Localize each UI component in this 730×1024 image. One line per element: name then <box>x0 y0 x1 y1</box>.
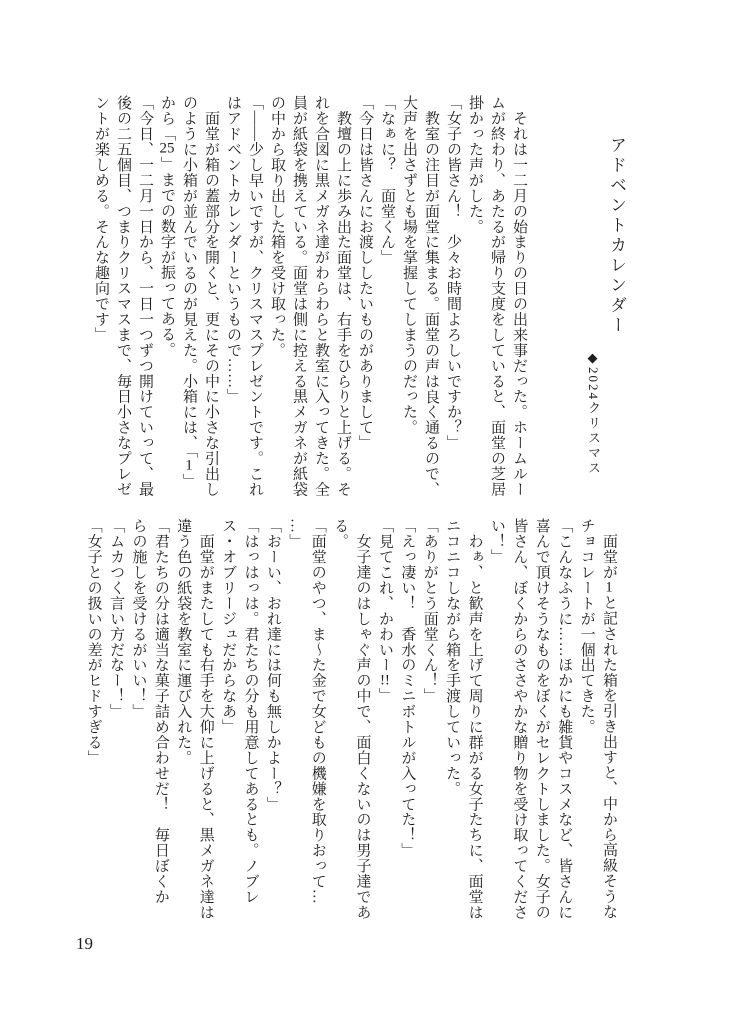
text-line: 面堂が1と記された箱を引き出すと、中から高級そうな <box>601 518 617 920</box>
text-line: 「ムカつく言い方だなー！」 <box>108 518 125 719</box>
text-line: 面堂が箱の蓋部分を開くと、更にその中に小さな引出し <box>203 95 219 497</box>
text-line: 教室の注目が面堂に集まる。面堂の声は良く通るので、 <box>423 95 439 497</box>
text-line: 喜んで頂けそうなものをぼくがセレクトしました。女子の <box>533 518 550 920</box>
text-line: 「えっ凄い！ 香水のミニボトルが入ってた！」 <box>399 518 416 858</box>
text-line: 「おーい、おれ達には何も無しかよー？」 <box>264 518 281 812</box>
bottom-text-block <box>82 518 620 920</box>
diamond-icon: ◆ <box>586 351 601 367</box>
text-line: 「見てこれ、かわいー!!」 <box>376 518 393 703</box>
text-line: 面堂がまたしても右手を大仰に上げると、黒メガネ達は <box>197 518 214 920</box>
text-line: の中から取り出した箱を受け取った。 <box>269 95 285 358</box>
text-line: 「面堂のやつ、ま〜た金で女どもの機嫌を取りおって… <box>309 518 326 905</box>
inline-number: 25 <box>159 141 175 157</box>
text-line: それは一二月の始まりの日の出来事だった。ホームルー <box>511 95 527 497</box>
text-line: 「なぁに？ 面堂くん」 <box>379 95 395 265</box>
page-subtitle <box>584 351 603 476</box>
text-line: れを合図に黒メガネ達がわらわらと教室に入ってきた。全 <box>313 95 329 497</box>
text-line: 「こんなふうに……ほかにも雑貨やコスメなど、皆さんに <box>556 518 573 920</box>
page-title: アドベントカレンダー <box>607 136 626 336</box>
page-number: 19 <box>76 934 93 953</box>
text-line: …」 <box>287 518 304 549</box>
inline-number: !! <box>379 672 390 688</box>
text-line: 「女子の皆さん！ 少々お時間よろしいですか？」 <box>445 95 461 451</box>
inline-number: 1 <box>605 579 613 595</box>
text-line: ントが楽しめる。そんな趣向です」 <box>93 95 109 343</box>
text-line: 「今日、一二月一日から、一日一つずつ開けていって、最 <box>137 95 153 497</box>
text-line: のように小箱が並んでいるのが見えた。小箱には、「1」 <box>181 95 197 489</box>
text-line: 皆さん、ぼくからのささやかな贈り物を受け取ってくださ <box>511 518 528 920</box>
top-text-block <box>90 95 530 497</box>
text-line: らの施しを受けるがいい！」 <box>130 518 147 719</box>
text-line: 後の二五個目、つまりクリスマスまで、毎日小さなプレゼ <box>115 95 131 497</box>
text-line: はアドベントカレンダーというもので……」 <box>225 95 241 404</box>
text-line: チョコレートが一個出てきた。 <box>578 518 595 735</box>
text-line: 「女子との扱いの差がヒドすぎる」 <box>85 518 102 766</box>
inline-number: 1 <box>185 458 193 474</box>
text-line: る。 <box>332 518 349 549</box>
text-line: 教壇の上に歩み出た面堂は、右手をひらりと上げる。そ <box>335 95 351 497</box>
subtitle-text: 2024クリスマス <box>586 367 601 476</box>
text-line: ムが終わり、あたるが帰り支度をしていると、面堂の芝居 <box>489 95 505 497</box>
text-line: 「はっはっは。君たちの分も用意してあるとも。ノブレ <box>242 518 259 905</box>
text-line: 掛かった声がした。 <box>467 95 483 235</box>
text-line: 「君たちの分は適当な菓子詰め合わせだ！ 毎日ぼくか <box>152 518 169 905</box>
text-line: ス・オブリージュだからなあ」 <box>220 518 237 735</box>
text-line: 違う色の紙袋を教室に運び入れた。 <box>175 518 192 766</box>
text-line: 「今日は皆さんにお渡ししたいものがありまして」 <box>357 95 373 451</box>
text-line: わぁ、と歓声を上げて周りに群がる女子たちに、面堂は <box>466 518 483 920</box>
text-line: 大声を出さずとも場を掌握してしまうのだった。 <box>401 95 417 435</box>
text-line: 「ありがとう面堂くん！」 <box>421 518 438 704</box>
text-line: 員が紙袋を携えている。面堂は側に控える黒メガネが紙袋 <box>291 95 307 497</box>
text-line: から「25」までの数字が振ってある。 <box>159 95 175 358</box>
text-line: ニコニコしながら箱を手渡していった。 <box>444 518 461 797</box>
text-line: い！」 <box>488 518 505 565</box>
text-line: 「――少し早いですが、クリスマスプレゼントです。これ <box>247 95 263 497</box>
text-line: 女子達のはしゃぐ声の中で、面白くないのは男子達であ <box>354 518 371 920</box>
